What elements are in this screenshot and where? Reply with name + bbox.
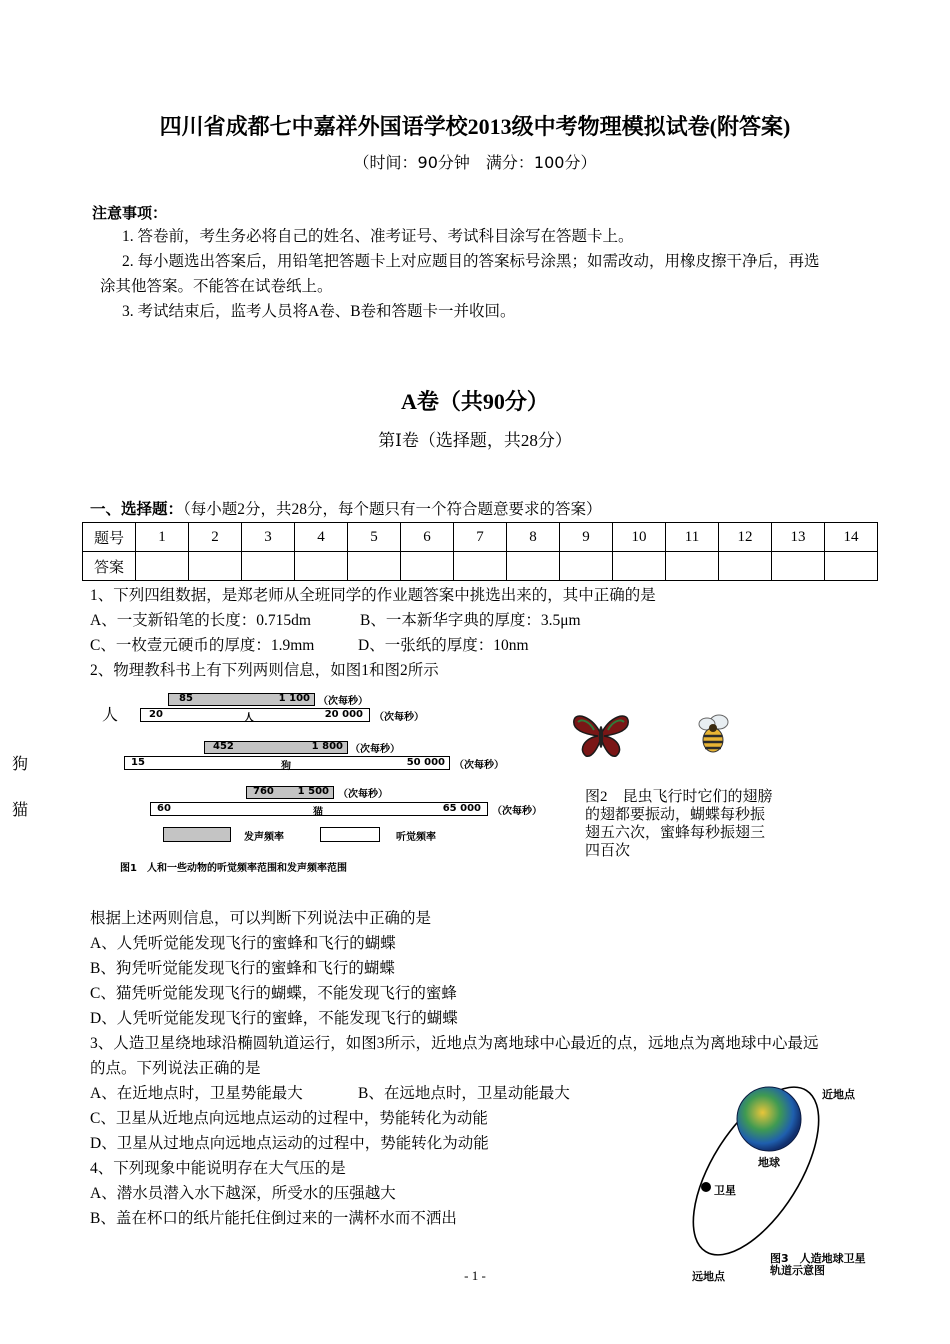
- human-emit-high: 1 100: [278, 693, 310, 704]
- question-number-cell: 3: [242, 523, 295, 552]
- answer-cell[interactable]: [454, 552, 507, 581]
- q3-option-d: D、卫星从过地点向远地点运动的过程中，势能转化为动能: [90, 1135, 489, 1152]
- q4-stem: 4、下列现象中能说明存在大气压的是: [90, 1160, 346, 1177]
- q3-option-a: A、在近地点时，卫星势能最大: [90, 1085, 303, 1102]
- answer-cell[interactable]: [189, 552, 242, 581]
- q1-option-b: B、一本新华字典的厚度：3.5μm: [360, 612, 581, 629]
- answer-cell[interactable]: [613, 552, 666, 581]
- figure1-caption: 图1 人和一些动物的听觉频率范围和发声频率范围: [120, 863, 347, 874]
- legend-emit-label: 发声频率: [244, 832, 284, 843]
- section-subtitle: 第Ⅰ卷（选择题，共28分）: [378, 431, 572, 450]
- butterfly-icon: [572, 712, 630, 758]
- cat-emit-high: 1 500: [297, 786, 329, 797]
- cat-hear-bar: [150, 802, 488, 816]
- q1-stem: 1、下列四组数据，是郑老师从全班同学的作业题答案中挑选出来的，其中正确的是: [90, 587, 656, 604]
- bee-icon: [693, 712, 733, 756]
- human-hear-unit: （次每秒）: [374, 712, 424, 723]
- question-number-cell: 2: [189, 523, 242, 552]
- answer-cell[interactable]: [507, 552, 560, 581]
- answer-cell[interactable]: [295, 552, 348, 581]
- notice-item-1: 1. 答卷前，考生务必将自己的姓名、准考证号、考试科目涂写在答题卡上。: [122, 228, 634, 245]
- dog-emit-low: 452: [213, 741, 234, 752]
- answer-table: [82, 522, 878, 581]
- dog-emit-high: 1 800: [311, 741, 343, 752]
- question-number-cell: 12: [719, 523, 772, 552]
- answer-cell[interactable]: [401, 552, 454, 581]
- q1-option-a: A、一支新铅笔的长度：0.715dm: [90, 612, 311, 629]
- question-number-cell: 10: [613, 523, 666, 552]
- human-emit-low: 85: [179, 693, 193, 704]
- human-hear-high: 20 000: [324, 709, 363, 720]
- q4-option-b: B、盖在杯口的纸片能托住倒过来的一满杯水而不洒出: [90, 1210, 457, 1227]
- table-row-numbers: [83, 523, 878, 552]
- question-number-cell: 8: [507, 523, 560, 552]
- cat-hear-high: 65 000: [442, 803, 481, 814]
- satellite-icon: [701, 1182, 711, 1192]
- part1-heading-bold: 一、选择题：: [90, 501, 184, 518]
- cat-hear-name: 猫: [313, 807, 323, 818]
- question-number-cell: 9: [560, 523, 613, 552]
- animal-label-cat: 猫: [12, 802, 29, 819]
- earth-icon: [737, 1087, 801, 1151]
- q2-option-d: D、人凭听觉能发现飞行的蜜蜂，不能发现飞行的蝴蝶: [90, 1010, 458, 1027]
- notice-item-3: 3. 考试结束后，监考人员将A卷、B卷和答题卡一并收回。: [122, 303, 516, 320]
- human-emit-unit: （次每秒）: [318, 696, 368, 707]
- notice-item-2-line1: 2. 每小题选出答案后，用铅笔把答题卡上对应题目的答案标号涂黑；如需改动，用橡皮擦干净后，再选: [122, 253, 820, 270]
- q2-follow: 根据上述两则信息，可以判断下列说法中正确的是: [90, 910, 432, 927]
- q2-stem: 2、物理教科书上有下列两则信息，如图1和图2所示: [90, 662, 439, 679]
- cat-emit-unit: （次每秒）: [338, 789, 388, 800]
- notice-item-2-line2: 涂其他答案。不能答在试卷纸上。: [100, 278, 333, 295]
- q3-option-b: B、在远地点时，卫星动能最大: [358, 1085, 570, 1102]
- question-number-cell: 14: [825, 523, 878, 552]
- cat-emit-low: 760: [253, 786, 274, 797]
- human-emit-bar: [168, 693, 315, 706]
- answer-cell[interactable]: [825, 552, 878, 581]
- dog-hear-unit: （次每秒）: [454, 760, 504, 771]
- section-title: A卷（共90分）: [401, 389, 549, 414]
- dog-hear-low: 15: [131, 757, 145, 768]
- figure2-caption: 图2 昆虫飞行时它们的翅膀的翅都要振动，蝴蝶每秒振翅五六次，蜜蜂每秒振翅三四百次: [585, 789, 773, 859]
- cat-emit-bar: [246, 786, 334, 799]
- apogee-label: 远地点: [692, 1270, 725, 1283]
- notice-heading: 注意事项：: [92, 206, 168, 222]
- q1-option-c: C、一枚壹元硬币的厚度：1.9mm: [90, 637, 315, 654]
- orbit-diagram: [686, 1075, 836, 1275]
- dog-hear-bar: [124, 756, 450, 770]
- q2-option-a: A、人凭听觉能发现飞行的蜜蜂和飞行的蝴蝶: [90, 935, 396, 952]
- figure3-caption-line2: 轨道示意图: [770, 1264, 825, 1277]
- page-title: 四川省成都七中嘉祥外国语学校2013级中考物理模拟试卷(附答案): [159, 114, 791, 139]
- question-number-cell: 6: [401, 523, 454, 552]
- human-hear-name: 人: [244, 713, 254, 724]
- answer-cell[interactable]: [719, 552, 772, 581]
- legend-emit-swatch: [163, 827, 231, 842]
- part1-heading: [90, 497, 602, 522]
- figure3-caption-line1: 图3 人造地球卫星: [770, 1252, 866, 1265]
- question-number-cell: 7: [454, 523, 507, 552]
- legend-hear-label: 听觉频率: [396, 832, 436, 843]
- q2-option-b: B、狗凭听觉能发现飞行的蜜蜂和飞行的蝴蝶: [90, 960, 395, 977]
- dog-hear-high: 50 000: [406, 757, 445, 768]
- q2-option-c: C、猫凭听觉能发现飞行的蝴蝶，不能发现飞行的蜜蜂: [90, 985, 457, 1002]
- question-number-cell: 5: [348, 523, 401, 552]
- question-number-cell: 1: [136, 523, 189, 552]
- question-number-cell: 11: [666, 523, 719, 552]
- perigee-label: 近地点: [822, 1088, 855, 1101]
- legend-hear-swatch: [320, 827, 380, 842]
- dog-emit-unit: （次每秒）: [350, 744, 400, 755]
- cat-hear-low: 60: [157, 803, 171, 814]
- human-hear-bar: [140, 708, 370, 722]
- exam-time-info: （时间：90分钟 满分：100分）: [353, 153, 597, 172]
- q3-option-c: C、卫星从近地点向远地点运动的过程中，势能转化为动能: [90, 1110, 488, 1127]
- q1-option-d: D、一张纸的厚度：10nm: [358, 637, 529, 654]
- answer-cell[interactable]: [348, 552, 401, 581]
- answer-cell[interactable]: [242, 552, 295, 581]
- question-number-cell: 13: [772, 523, 825, 552]
- answer-cell[interactable]: [560, 552, 613, 581]
- cat-hear-unit: （次每秒）: [492, 806, 542, 817]
- table-answer-label: 答案: [83, 552, 136, 581]
- q4-option-a: A、潜水员潜入水下越深，所受水的压强越大: [90, 1185, 396, 1202]
- part1-heading-note: （每小题2分，共28分，每个题只有一个符合题意要求的答案）: [183, 501, 602, 518]
- q3-stem-line2: 的点。下列说法正确的是: [90, 1060, 261, 1077]
- table-row-answers: [83, 552, 878, 581]
- q3-stem-line1: 3、人造卫星绕地球沿椭圆轨道运行，如图3所示，近地点为离地球中心最近的点，远地点为离地球中心最远: [90, 1035, 819, 1052]
- human-hear-low: 20: [149, 709, 163, 720]
- question-number-cell: 4: [295, 523, 348, 552]
- dog-hear-name: 狗: [281, 761, 291, 772]
- answer-cell[interactable]: [772, 552, 825, 581]
- animal-label-dog: 狗: [12, 756, 29, 773]
- table-header-label: 题号: [83, 523, 136, 552]
- earth-label: 地球: [758, 1156, 780, 1169]
- page-number: - 1 -: [464, 1268, 486, 1283]
- answer-cell[interactable]: [136, 552, 189, 581]
- satellite-label: 卫星: [714, 1184, 736, 1197]
- animal-label-human: 人: [102, 707, 119, 724]
- answer-cell[interactable]: [666, 552, 719, 581]
- dog-emit-bar: [204, 741, 348, 754]
